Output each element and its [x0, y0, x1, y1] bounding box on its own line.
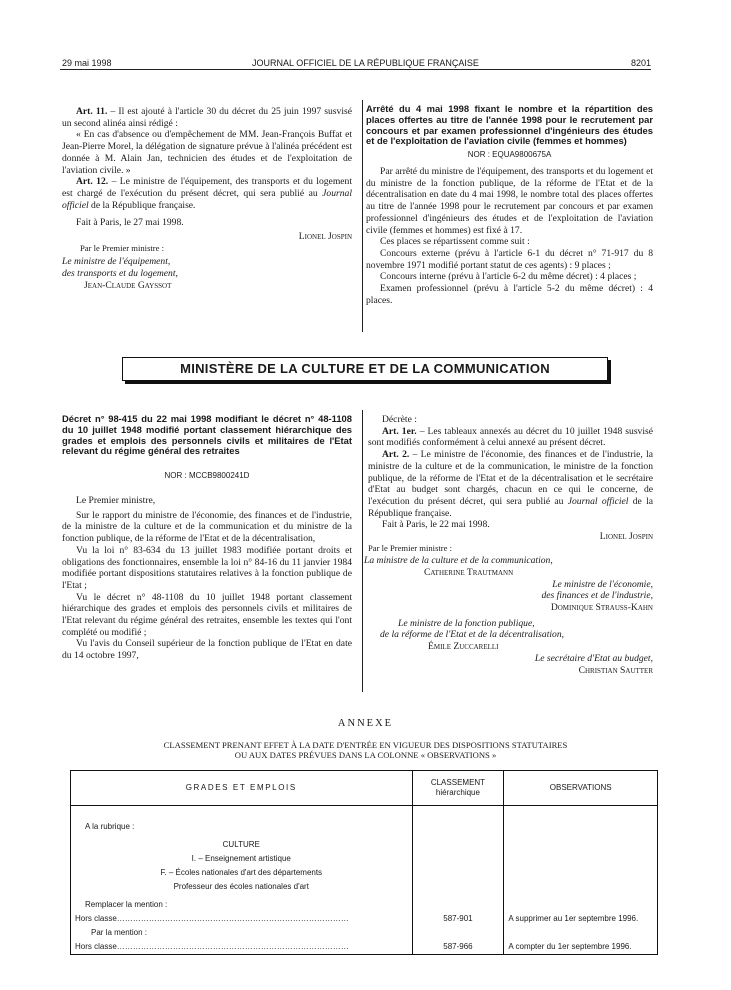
decret-title: Décret n° 98-415 du 22 mai 1998 modifiant le décret n° 48-1108 du 10 juillet 1948 modifié portant classement hiérarchique des grades et emplois des personnels civils et militaires de l'Etat relevant du régime général des retraites: [62, 413, 352, 457]
header-page-number: 8201: [630, 58, 651, 68]
table-row: I. – Enseignement artistique: [71, 852, 658, 866]
minister-name: Jean-Claude Gayssot: [84, 279, 172, 291]
table-row: Hors classe…………………………………………………………………………… 587-966 A compter du 1er septembre 1996.: [71, 940, 658, 955]
article-11: Art. 11. – Il est ajouté à l'article 30 du décret du 25 juin 1997 susvisé un second alinéa ainsi rédigé :: [62, 106, 352, 129]
column-header-observations: OBSERVATIONS: [504, 771, 658, 806]
column-divider-top: [362, 100, 363, 332]
table-row: [71, 806, 658, 821]
arrete-paragraph-4: Concours interne (prévu à l'article 6-2 du même décret) : 4 places ;: [380, 271, 637, 283]
right-bottom-column: [364, 414, 654, 676]
decret-paragraph-1: Sur le rapport du ministre de l'économie, des finances et de l'industrie, de la ministre de la culture et de la communication et du ministre de la fonction publique, de la réforme de l'Etat et de la décentralisation,: [62, 509, 352, 545]
decret-paragraph-2: Vu la loi n° 83-634 du 13 juillet 1983 modifiée portant droits et obligations des fonctionnaires, ensemble la loi n° 84-16 du 11 janvier 1984 modifiée portant dispositions statutaires relatives à la fonction publique de l'Etat ;: [62, 544, 352, 591]
par-le-premier-ministre: Par le Premier ministre :: [80, 242, 165, 253]
table-row: F. – Écoles nationales d'art des départements: [71, 866, 658, 880]
annexe-title: ANNEXE: [337, 718, 394, 729]
signer-4-name: Christian Sautter: [578, 664, 653, 676]
minister-title-1: Le ministre de l'équipement,: [62, 256, 171, 268]
header-date: 29 mai 1998: [62, 58, 112, 68]
arrete-paragraph-3: Concours externe (prévu à l'article 6-1 du décret n° 71-917 du 8 novembre 1971 modifié portant statut de ces agents) : 9 places ;: [366, 247, 653, 271]
table-row: Remplacer la mention :: [71, 894, 658, 912]
signatory: Lionel Jospin: [599, 531, 653, 543]
decret-paragraph-0: Le Premier ministre,: [76, 495, 156, 506]
left-top-column: [62, 106, 352, 291]
column-header-grades: GRADES ET EMPLOIS: [71, 771, 413, 806]
article-2: Art. 2. – Le ministre de l'économie, des finances et de l'industrie, la ministre de la culture et de la communication, le ministre de la fonction publique, de la réforme de l'Etat et de la décentralisation et le secrétaire d'Etat au budget sont chargés, chacun en ce qui le concerne, de l'exécution du présent décret, qui sera publié au Journal officiel de la République française.: [368, 449, 654, 519]
signer-2-name: Dominique Strauss-Kahn: [550, 602, 653, 614]
arrete-paragraph-5: Examen professionnel (prévu à l'article 5-2 du même décret) : 4 places.: [366, 283, 653, 306]
par-le-premier-ministre: Par le Premier ministre :: [368, 542, 453, 553]
signer-2-title-1: Le ministre de l'économie,: [552, 578, 653, 590]
column-divider-bottom: [362, 410, 363, 692]
table-row: Hors classe…………………………………………………………………………… 587-901 A supprimer au 1er septembre 1996.: [71, 912, 658, 926]
signer-3-title-1: Le ministre de la fonction publique,: [398, 617, 535, 629]
arrete-paragraph-1: Par arrêté du ministre de l'équipement, des transports et du logement et du ministre de la fonction publique, de la réforme de l'Etat et de la décentralisation en date du 4 mai 1998, le nombre total des places offertes au titre de l'année 1998 pour le recrutement par concours et par examen professionnel d'ingénieurs des études et de l'exploitation de l'aviation civile (femmes et hommes) est fixé à 17.: [366, 166, 653, 236]
nor-reference: NOR : EQUA9800675A: [467, 150, 552, 160]
fait-a-paris: Fait à Paris, le 22 mai 1998.: [382, 519, 490, 531]
table-row: Par la mention :: [71, 926, 658, 940]
decret-paragraph-3: Vu le décret n° 48-1108 du 10 juillet 1948 portant classement hiérarchique des grades et emplois des personnels civils et militaires de l'Etat relevant du régime général des retraites, ensemble les textes qui l'ont complété ou modifié ;: [62, 591, 352, 638]
fait-a-paris: Fait à Paris, le 27 mai 1998.: [76, 217, 184, 229]
decret-paragraph-4: Vu l'avis du Conseil supérieur de la fonction publique de l'Etat en date du 14 octobre 1997,: [62, 638, 352, 662]
signer-1-name: Catherine Trautmann: [424, 566, 514, 578]
signer-1-title: La ministre de la culture et de la communication,: [364, 555, 553, 567]
article-11-quote: « En cas d'absence ou d'empêchement de MM. Jean-François Buffat et Jean-Pierre Morel, la délégation de signature prévue à l'alinéa précédent est donnée à M. Alain Jan, technicien des études et de l'exploitation de l'aviation civile. »: [62, 129, 352, 176]
table-header-row: [71, 771, 658, 806]
header-journal-title: JOURNAL OFFICIEL DE LA RÉPUBLIQUE FRANÇAISE: [252, 58, 479, 68]
header-rule: [60, 69, 651, 70]
signer-2-title-2: des finances et de l'industrie,: [541, 590, 653, 602]
arrete-title: Arrêté du 4 mai 1998 fixant le nombre et la répartition des places offertes au titre de l'année 1998 pour le recrutement par concours et par examen professionnel d'ingénieurs des études et de l'exploitation de l'aviation civile (femmes et hommes): [366, 103, 653, 147]
annexe-subtitle: [80, 740, 651, 761]
signer-3-title-2: de la réforme de l'Etat et de la décentralisation,: [380, 629, 565, 641]
table-row: A la rubrique :: [71, 820, 658, 834]
decrete: Décrète :: [382, 414, 417, 425]
annexe-table: [70, 770, 658, 955]
article-12: Art. 12. – Le ministre de l'équipement, des transports et du logement est chargé de l'exécution du présent décret, qui sera publié au Journal officiel de la République française.: [62, 176, 353, 211]
annexe-subtitle-line-2: OU AUX DATES PRÉVUES DANS LA COLONNE « OBSERVATIONS »: [234, 750, 497, 761]
left-bottom-column: [62, 414, 352, 662]
signer-4-title: Le secrétaire d'Etat au budget,: [534, 652, 653, 664]
annexe-subtitle-line-1: CLASSEMENT PRENANT EFFET À LA DATE D'ENTRÉE EN VIGUEUR DES DISPOSITIONS STATUTAIRES: [163, 740, 568, 750]
article-1: Art. 1er. – Les tableaux annexés au décret du 10 juillet 1948 susvisé sont modifiés conformément à celui annexé au présent décret.: [368, 425, 654, 449]
signatory: Lionel Jospin: [298, 231, 352, 243]
signer-3-name: Émile Zuccarelli: [428, 641, 499, 653]
ministry-heading: MINISTÈRE DE LA CULTURE ET DE LA COMMUNICATION: [122, 357, 608, 381]
minister-title-2: des transports et du logement,: [62, 267, 178, 279]
nor-reference: NOR : MCCB9800241D: [164, 471, 250, 481]
table-row: CULTURE: [71, 834, 658, 852]
table-row: Professeur des écoles nationales d'art: [71, 880, 658, 894]
column-header-classement: CLASSEMENT hiérarchique: [412, 771, 504, 806]
arrete-paragraph-2: Ces places se répartissent comme suit :: [380, 236, 530, 248]
right-top-column: [366, 104, 653, 306]
